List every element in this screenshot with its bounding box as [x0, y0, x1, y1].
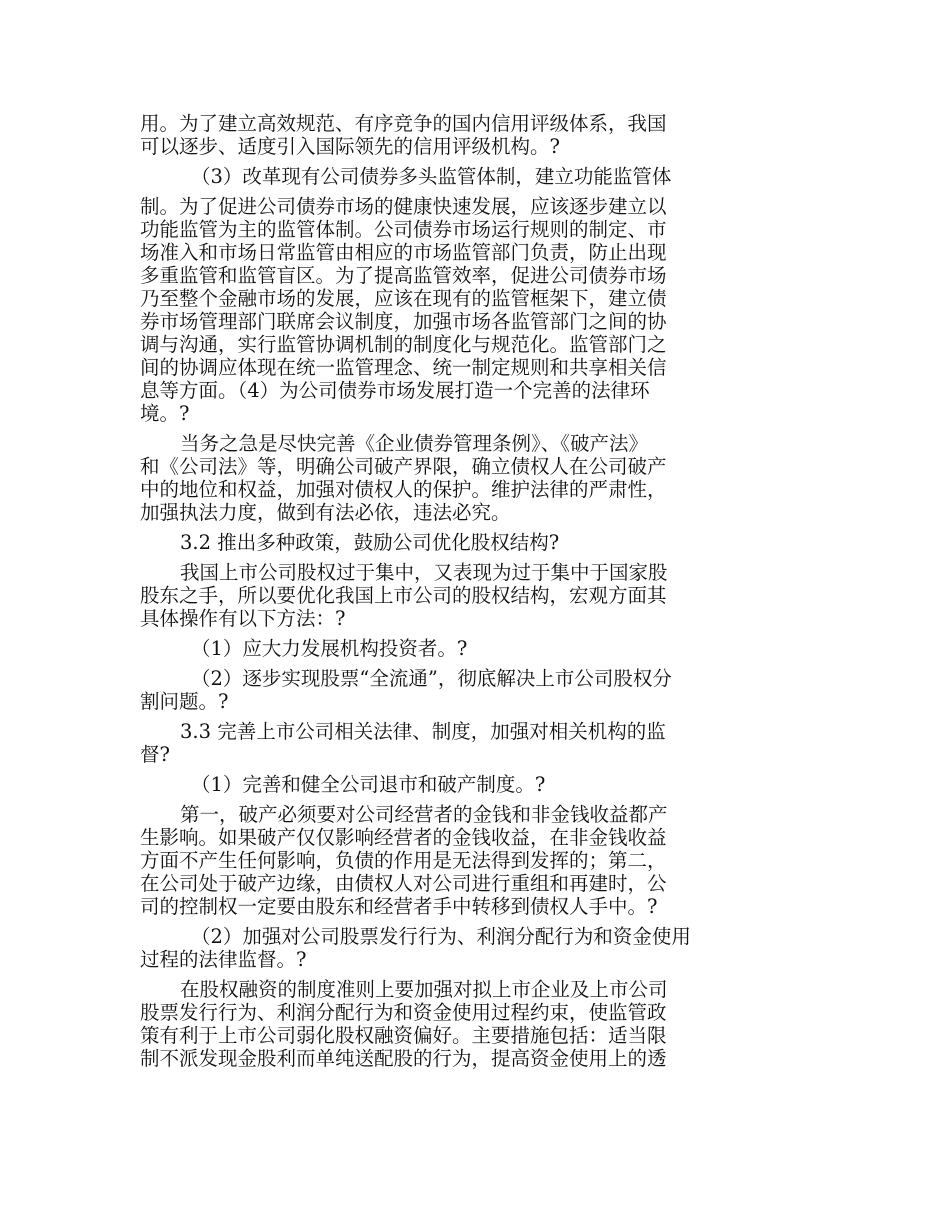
text-line: 3.3 完善上市公司相关法律、制度，加强对相关机构的监	[180, 720, 666, 743]
text-line: 割问题。?	[140, 690, 229, 713]
text-line: 境。?	[140, 402, 190, 425]
text-line: 司的控制权一定要由股东和经营者手中转移到债权人手中。?	[140, 895, 658, 918]
text-line: 可以逐步、适度引入国际领先的信用评级机构。?	[140, 135, 560, 158]
text-line: 场准入和市场日常监管由相应的市场监管部门负责，防止出现	[140, 241, 667, 264]
paragraph-1	[140, 112, 745, 158]
text-line: 间的协调应体现在统一监管理念、统一制定规则和共享相关信	[140, 356, 667, 379]
text-line: 股东之手，所以要优化我国上市公司的股权结构，宏观方面其	[140, 584, 667, 607]
text-line: 督?	[140, 743, 170, 766]
text-line: 生影响。如果破产仅仅影响经营者的金钱收益，在非金钱收益	[140, 826, 667, 849]
text-line: 第一，破产必须要对公司经营者的金钱和非金钱收益都产	[180, 803, 668, 826]
text-line: 息等方面。（4）为公司债券市场发展打造一个完善的法律环	[140, 379, 650, 402]
document-page	[140, 112, 745, 1077]
text-line: 策有利于上市公司弱化股权融资偏好。主要措施包括：适当限	[140, 1024, 667, 1047]
paragraph-6	[140, 561, 745, 630]
text-line: 中的地位和权益，加强对债权人的保护。维护法律的严肃性，	[140, 478, 667, 501]
text-line: （1）应大力发展机构投资者。?	[191, 637, 468, 660]
text-line: （2）逐步实现股票“全流通”，彻底解决上市公司股权分	[191, 667, 672, 690]
text-line: 方面不产生任何影响，负债的作用是无法得到发挥的；第二，	[140, 849, 667, 872]
text-line: 券市场管理部门联席会议制度，加强市场各监管部门之间的协	[140, 310, 667, 333]
text-line: 多重监管和监管盲区。为了提高监管效率，促进公司债券市场	[140, 264, 667, 287]
text-line: （3）改革现有公司债券多头监管体制，建立功能监管体	[191, 165, 672, 188]
text-line: 和《公司法》等，明确公司破产界限，确立债权人在公司破产	[140, 455, 667, 478]
text-line: 股票发行行为、利润分配行为和资金使用过程约束，使监管政	[140, 1001, 667, 1024]
text-line: 制。为了促进公司债券市场的健康快速发展，应该逐步建立以	[140, 195, 667, 218]
paragraph-3	[140, 195, 745, 425]
text-line: 我国上市公司股权过于集中，又表现为过于集中于国家股	[180, 561, 668, 584]
text-line: （1）完善和健全公司退市和破产制度。?	[191, 773, 546, 796]
paragraph-12	[140, 925, 745, 971]
text-line: 具体操作有以下方法：?	[140, 607, 346, 630]
paragraph-4	[140, 432, 745, 524]
text-line: 功能监管为主的监管体制。公司债券市场运行规则的制定、市	[140, 218, 667, 241]
paragraph-2	[140, 165, 745, 188]
paragraph-10	[140, 773, 745, 796]
section-heading-3-2	[140, 531, 745, 554]
text-line: 用。为了建立高效规范、有序竞争的国内信用评级体系，我国	[140, 112, 667, 135]
text-line: 在公司处于破产边缘，由债权人对公司进行重组和再建时，公	[140, 872, 667, 895]
text-line: 当务之急是尽快完善《企业债券管理条例》、《破产法》	[180, 432, 649, 455]
text-line: 调与沟通，实行监管协调机制的制度化与规范化。监管部门之	[140, 333, 667, 356]
text-line: 过程的法律监督。?	[140, 948, 307, 971]
paragraph-11	[140, 803, 745, 918]
paragraph-8	[140, 667, 745, 713]
paragraph-7	[140, 637, 745, 660]
paragraph-13	[140, 978, 745, 1070]
text-line: 在股权融资的制度准则上要加强对拟上市企业及上市公司	[180, 978, 668, 1001]
text-line: 加强执法力度，做到有法必依，违法必究。	[140, 501, 511, 524]
text-line: 3.2 推出多种政策，鼓励公司优化股权结构?	[180, 531, 560, 554]
text-line: （2）加强对公司股票发行行为、利润分配行为和资金使用	[191, 925, 691, 948]
text-line: 乃至整个金融市场的发展，应该在现有的监管框架下，建立债	[140, 287, 667, 310]
section-heading-3-3	[140, 720, 745, 766]
text-line: 制不派发现金股利而单纯送配股的行为，提高资金使用上的透	[140, 1047, 667, 1070]
